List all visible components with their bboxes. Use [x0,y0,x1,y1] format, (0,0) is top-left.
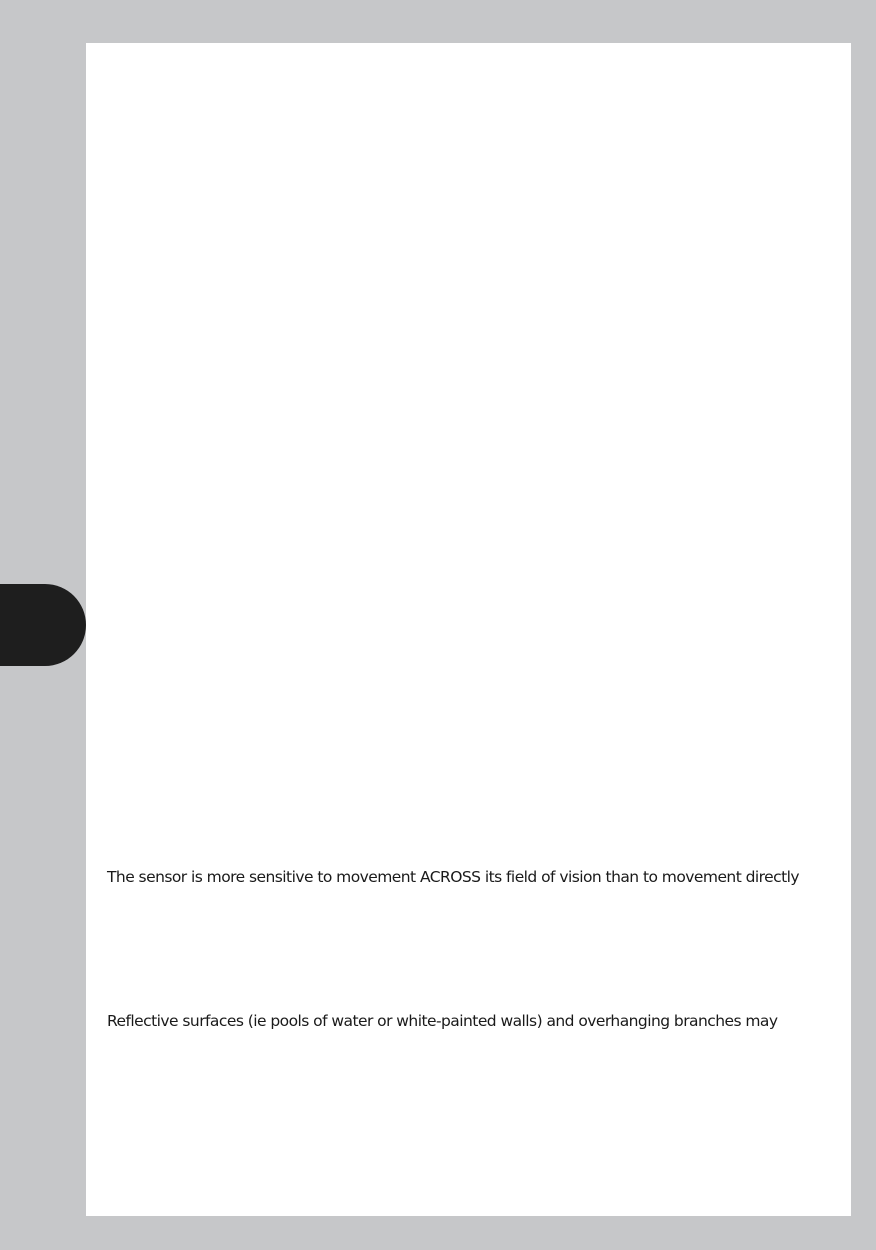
section-tab [0,584,86,666]
document-page [86,43,851,1216]
paragraph-reflective-surfaces: Reflective surfaces (ie pools of water or white-painted walls) and overhanging branches may [107,1012,778,1030]
paragraph-sensor-sensitivity: The sensor is more sensitive to movement ACROSS its field of vision than to movement directly [107,868,799,886]
